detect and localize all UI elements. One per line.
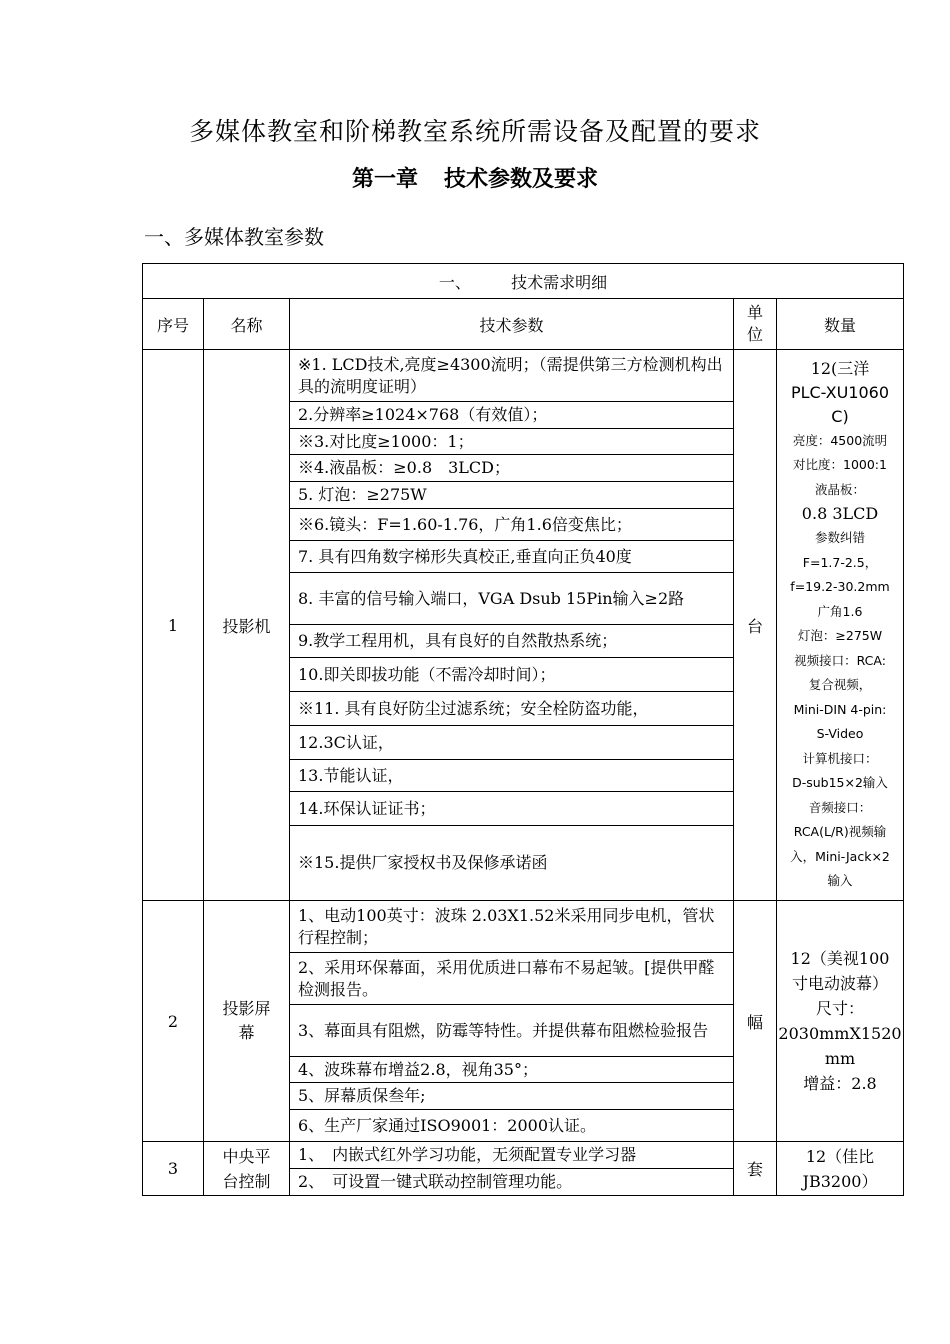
quantity-line: 2030mmX1520	[778, 1024, 902, 1043]
row-unit: 套	[734, 1142, 777, 1196]
param-item: 2、 可设置一键式联动控制管理功能。	[298, 1172, 573, 1191]
quantity-line: 视频接口：RCA:	[794, 652, 886, 668]
quantity-line: 入，Mini-Jack×2	[790, 848, 890, 864]
quantity-line: S-Video	[816, 726, 864, 741]
header-name: 名称	[204, 299, 290, 350]
param-item: 7. 具有四角数字梯形失真校正,垂直向正负40度	[290, 541, 733, 573]
quantity-line: D-sub15×2输入	[792, 775, 888, 790]
table-caption-text: 技术需求明细	[511, 272, 608, 292]
param-item: ※6.镜头：F=1.60-1.76，广角1.6倍变焦比；	[290, 509, 733, 541]
chapter-number: 第一章	[351, 167, 418, 192]
param-item: ※11. 具有良好防尘过滤系统；安全栓防盗功能，	[290, 692, 733, 726]
chapter-name: 技术参数及要求	[444, 167, 599, 192]
quantity-line: PLC-XU1060	[790, 382, 890, 402]
table-row	[143, 1142, 904, 1196]
chapter-title	[0, 162, 950, 193]
param-item: 8. 丰富的信号输入端口，VGA Dsub 15Pin输入≥2路	[290, 573, 733, 625]
quantity-line: 12（美视100	[790, 949, 890, 968]
row-params	[290, 350, 734, 901]
document-title: 多媒体教室和阶梯教室系统所需设备及配置的要求	[188, 117, 761, 146]
quantity-line: 对比度：1000:1	[793, 457, 887, 472]
header-unit-line2: 位	[746, 325, 763, 344]
quantity-line: JB3200）	[802, 1171, 878, 1191]
row-name	[204, 901, 290, 1142]
table-row	[143, 901, 904, 1142]
quantity-line: mm	[824, 1049, 856, 1068]
table-header-row	[143, 299, 904, 350]
quantity-line: 增益：2.8	[803, 1074, 877, 1093]
quantity-line: 复合视频，	[808, 677, 872, 692]
param-item: ※3.对比度≥1000：1；	[290, 429, 733, 455]
row-unit: 台	[734, 350, 777, 901]
row-quantity	[777, 1142, 904, 1196]
quantity-line: 输入	[827, 873, 853, 888]
quantity-line: 广角1.6	[817, 603, 863, 619]
quantity-line: C)	[831, 406, 849, 426]
row-name-line1: 投影屏	[222, 999, 271, 1018]
param-item: 14.环保认证证书；	[290, 792, 733, 826]
table-caption-number: 一、	[438, 272, 471, 292]
param-item: ※4.液晶板：≥0.8 3LCD；	[290, 455, 733, 482]
quantity-line: 参数纠错	[814, 530, 865, 545]
row-name-line1: 中央平	[222, 1146, 271, 1166]
spec-table	[142, 263, 904, 1196]
row-unit: 幅	[734, 901, 777, 1142]
section-title: 一、多媒体教室参数	[144, 225, 324, 249]
quantity-line: 12（佳比	[805, 1146, 875, 1166]
row-name-line2: 台控制	[222, 1171, 271, 1191]
param-item: 10.即关即拔功能（不需冷却时间）；	[290, 658, 733, 692]
param-item: 1、 内嵌式红外学习功能，无须配置专业学习器	[290, 1142, 733, 1169]
param-item: 3、幕面具有阻燃，防霉等特性。并提供幕布阻燃检验报告	[290, 1005, 733, 1057]
row-index: 1	[143, 350, 204, 901]
header-unit-line1: 单	[746, 303, 763, 322]
param-item: 5、屏幕质保叁年;	[290, 1083, 733, 1110]
param-item: 6、生产厂家通过ISO9001：2000认证。	[298, 1115, 597, 1135]
quantity-line: 12(三洋	[810, 358, 870, 378]
param-item: 12.3C认证，	[290, 726, 733, 760]
param-item: 4、波珠幕布增益2.8，视角35°；	[290, 1057, 733, 1083]
table-row	[143, 350, 904, 901]
row-params	[290, 901, 734, 1142]
quantity-line: 灯泡：≥275W	[797, 628, 883, 643]
quantity-line: 亮度：4500流明	[792, 432, 888, 448]
quantity-line: 寸电动波幕）	[791, 974, 888, 993]
quantity-line: f=19.2-30.2mm	[790, 579, 890, 594]
header-unit	[734, 299, 777, 350]
row-index: 2	[143, 901, 204, 1142]
quantity-line: 尺寸：	[815, 999, 864, 1018]
quantity-line: 计算机接口：	[802, 750, 878, 766]
quantity-line: F=1.7-2.5，	[802, 554, 878, 570]
param-item: 2.分辨率≥1024×768（有效值）；	[290, 402, 733, 429]
quantity-line: RCA(L/R)视频输	[793, 824, 887, 839]
row-params	[290, 1142, 734, 1196]
quantity-line: 0.8 3LCD	[801, 504, 879, 523]
param-item: 2、采用环保幕面，采用优质进口幕布不易起皱。[提供甲醛检测报告。	[290, 953, 733, 1005]
param-item: 9.教学工程用机，具有良好的自然散热系统；	[290, 625, 733, 658]
param-item: 1、电动100英寸：波珠 2.03X1.52米采用同步电机，管状行程控制；	[290, 901, 733, 953]
row-index: 3	[143, 1142, 204, 1196]
quantity-line: 液晶板：	[814, 481, 865, 497]
param-item: ※1. LCD技术,亮度≥4300流明；（需提供第三方检测机构出具的流明度证明）	[290, 350, 733, 402]
row-quantity	[777, 901, 904, 1142]
param-item: ※15.提供厂家授权书及保修承诺函	[298, 853, 548, 872]
row-name	[204, 1142, 290, 1196]
header-quantity: 数量	[777, 299, 904, 350]
header-index: 序号	[143, 299, 204, 350]
quantity-line: Mini-DIN 4-pin:	[793, 701, 887, 717]
table-caption-row	[143, 264, 904, 299]
table-caption	[143, 264, 904, 299]
header-params: 技术参数	[290, 299, 734, 350]
param-item: 5. 灯泡：≥275W	[290, 482, 733, 509]
row-quantity	[777, 350, 904, 901]
row-name-line2: 幕	[238, 1023, 255, 1042]
quantity-line: 音频接口：	[808, 799, 872, 815]
param-item: 13.节能认证，	[290, 760, 733, 792]
row-name: 投影机	[204, 350, 290, 901]
